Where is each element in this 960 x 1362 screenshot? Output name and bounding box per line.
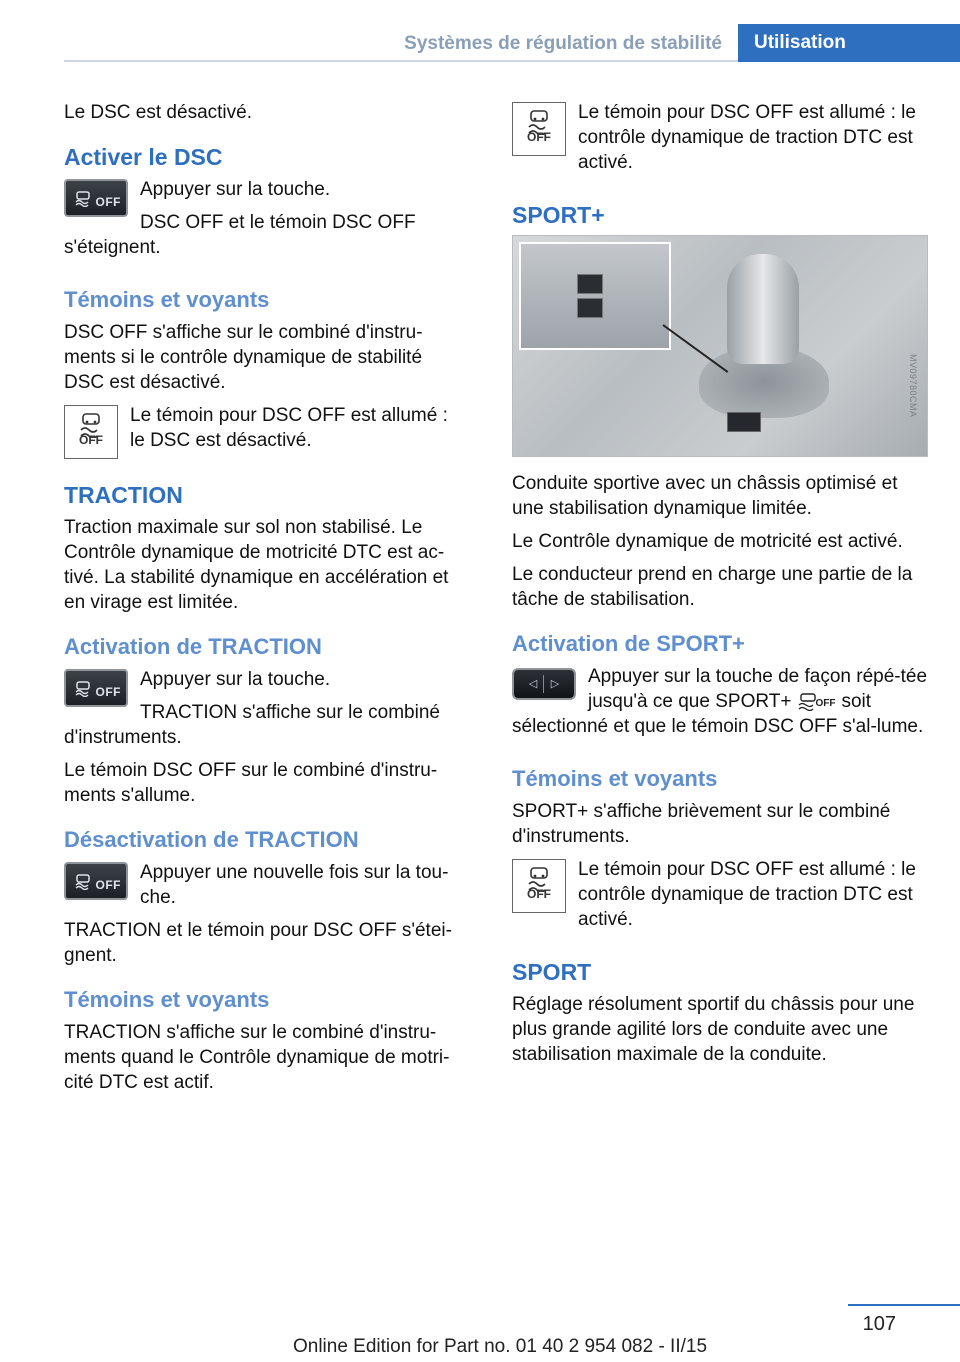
heading-temoins-1: Témoins et voyants — [64, 287, 270, 312]
running-header-section: Systèmes de régulation de stabilité — [404, 33, 722, 54]
paragraph: Appuyer sur la touche. — [140, 669, 331, 690]
heading-sport: SPORT — [512, 959, 592, 985]
paragraph: Réglage résolument sportif du châssis pour une plus grande agilité lors de conduite avec une stabilisation maximale de la conduite. — [512, 994, 915, 1065]
header-rule — [64, 60, 738, 62]
gear-selector-photo — [512, 235, 928, 457]
gear-knob — [727, 254, 799, 364]
heading-activer-dsc: Activer le DSC — [64, 144, 223, 170]
paragraph: Le Contrôle dynamique de motricité est activé. — [512, 531, 903, 552]
paragraph: Le témoin pour DSC OFF est allumé : le contrôle dynamique de traction DTC est activé. — [578, 859, 916, 930]
dsc-off-button-icon: OFF — [64, 179, 128, 217]
heading-activation-sport-plus: Activation de SPORT+ — [512, 631, 745, 656]
paragraph: Appuyer une nouvelle fois sur la tou-che. — [140, 862, 449, 908]
heading-traction: TRACTION — [64, 482, 183, 508]
heading-temoins-2: Témoins et voyants — [64, 987, 270, 1012]
footer-rule — [848, 1304, 960, 1306]
edition-note: Online Edition for Part no. 01 40 2 954 082 - II/15 — [292, 1336, 708, 1357]
paragraph: DSC OFF s'affiche sur le combiné d'instru-ments si le contrôle dynamique de stabilité DSC est désactivé. — [64, 322, 423, 393]
dsc-off-inline-icon: OFF — [797, 691, 835, 713]
photo-reference-code: MV09780CMA — [908, 354, 918, 418]
paragraph: Le témoin DSC OFF sur le combiné d'instru-ments s'allume. — [64, 760, 438, 806]
left-column — [64, 100, 466, 1103]
paragraph: Conduite sportive avec un châssis optimisé et une stabilisation dynamique limitée. — [512, 473, 898, 519]
dsc-off-warning-lamp-icon: OFF — [64, 405, 118, 459]
dsc-off-warning-lamp-icon: OFF — [512, 859, 566, 913]
heading-temoins-3: Témoins et voyants — [512, 766, 718, 791]
paragraph: TRACTION s'affiche sur le combiné d'instruments. — [64, 702, 440, 748]
running-header-chapter: Utilisation — [738, 24, 960, 62]
heading-desactivation-traction: Désactivation de TRACTION — [64, 827, 359, 852]
paragraph: Appuyer sur la touche. — [140, 179, 331, 200]
dsc-off-warning-lamp-icon: OFF — [512, 102, 566, 156]
rocker-switch-icon: ◁ ▷ — [512, 668, 576, 700]
paragraph-with-inline-icon: Appuyer sur la touche de façon répé-tée jusqu'à ce que SPORT+ OFF soit sélectionné et que le témoin DSC OFF s'al-lume. — [512, 666, 928, 737]
driving-dynamics-switch — [727, 412, 761, 432]
paragraph: SPORT+ s'affiche brièvement sur le combiné d'instruments. — [512, 801, 891, 847]
paragraph: TRACTION s'affiche sur le combiné d'instru-ments quand le Contrôle dynamique de motri-cité DTC est actif. — [64, 1022, 450, 1093]
heading-activation-traction: Activation de TRACTION — [64, 634, 322, 659]
paragraph: Le conducteur prend en charge une partie de la tâche de stabilisation. — [512, 564, 913, 610]
paragraph: Le témoin pour DSC OFF est allumé : le DSC est désactivé. — [130, 405, 448, 451]
page-number: 107 — [862, 1313, 896, 1335]
switch-detail-inset — [519, 242, 671, 350]
right-column — [512, 100, 928, 1075]
dsc-off-button-icon: OFF — [64, 862, 128, 900]
paragraph: TRACTION et le témoin pour DSC OFF s'étei-gnent. — [64, 920, 452, 966]
dsc-off-button-icon: OFF — [64, 669, 128, 707]
paragraph: Le témoin pour DSC OFF est allumé : le contrôle dynamique de traction DTC est activé. — [578, 102, 916, 173]
paragraph: DSC OFF et le témoin DSC OFF s'éteignent. — [64, 212, 416, 258]
paragraph: Le DSC est désactivé. — [64, 102, 252, 123]
paragraph: Traction maximale sur sol non stabilisé. Le Contrôle dynamique de motricité DTC est ac-tivé. La stabilité dynamique en accélération et en virage est limitée. — [64, 517, 449, 613]
heading-sport-plus: SPORT+ — [512, 202, 605, 228]
